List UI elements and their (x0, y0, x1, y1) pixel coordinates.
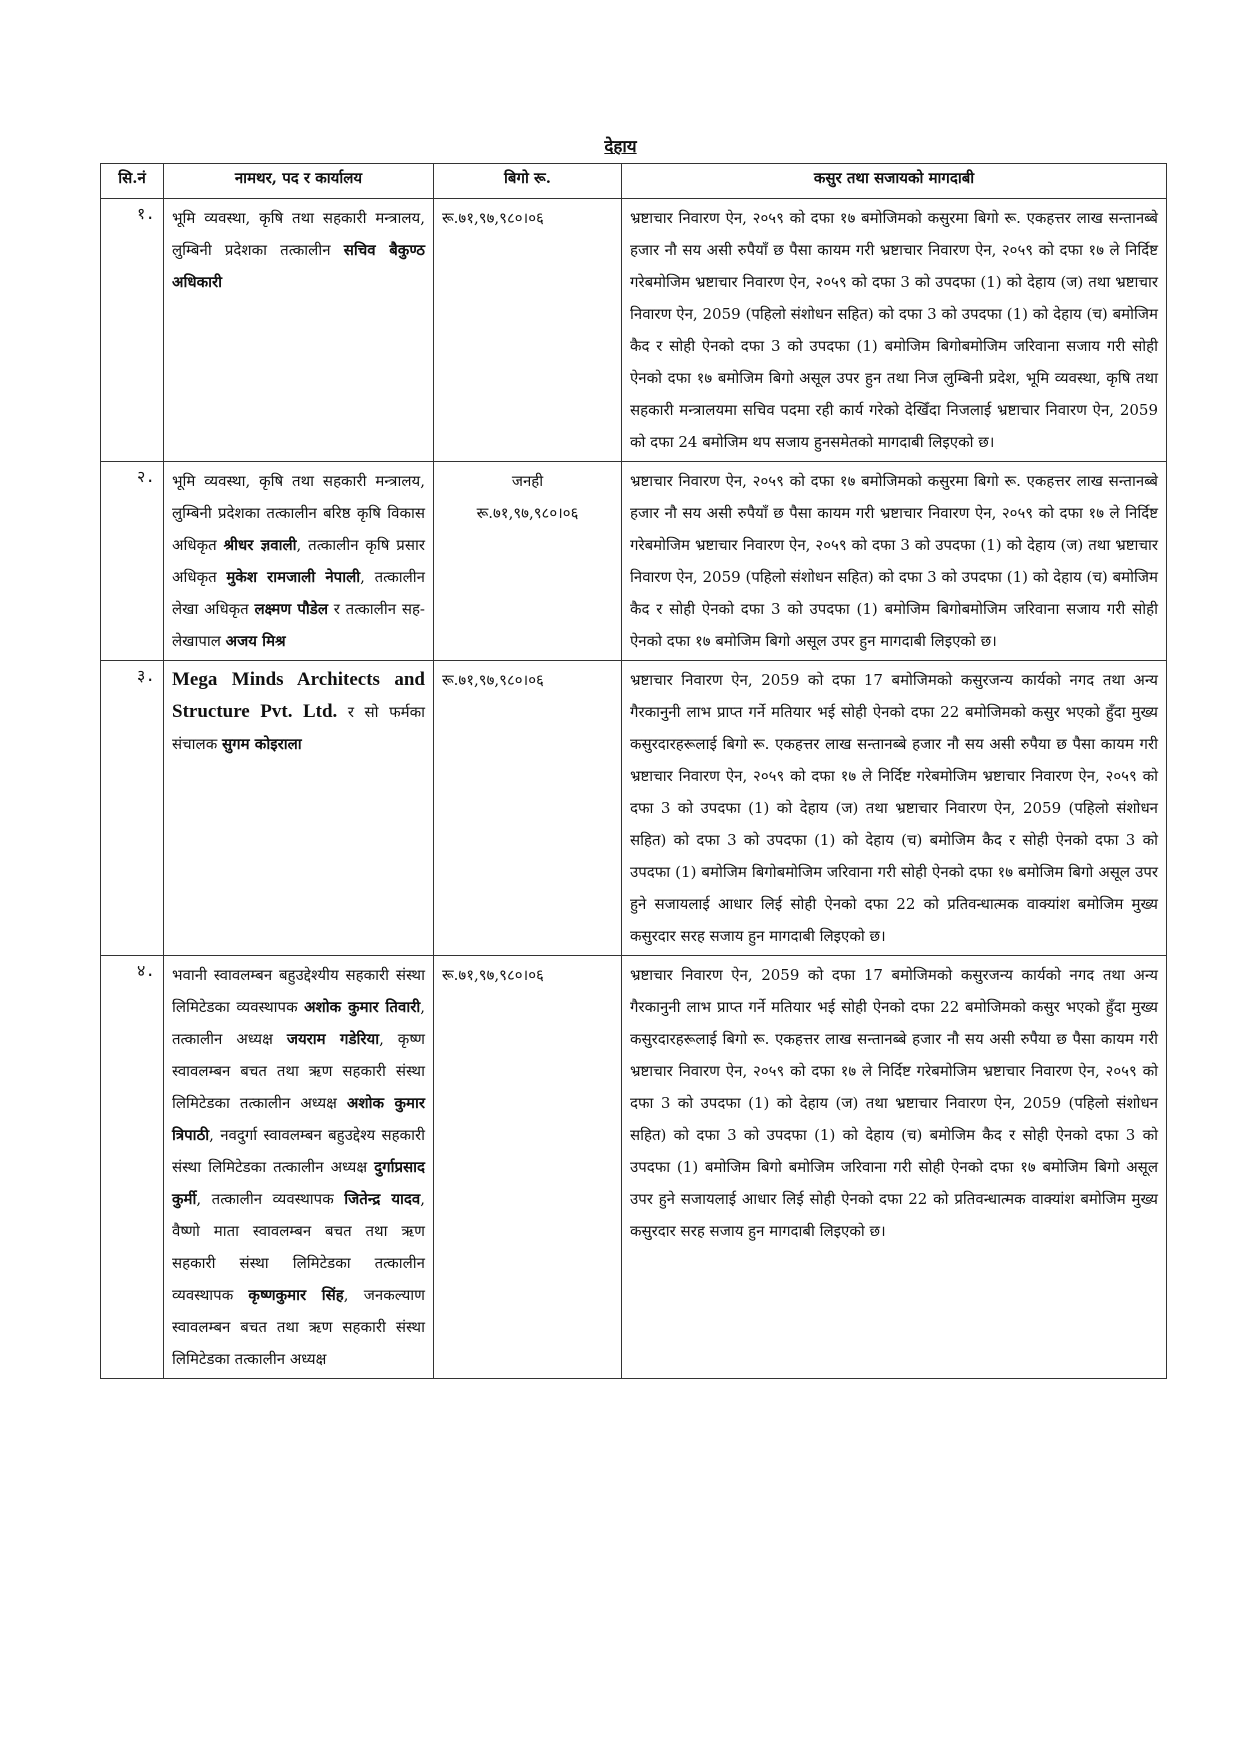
row-name: भूमि व्यवस्था, कृषि तथा सहकारी मन्त्रालय, लुम्बिनी प्रदेशका तत्कालीन सचिव बैकुण्ठ अधिकारी (164, 199, 434, 462)
row-name: Mega Minds Architects and Structure Pvt. Ltd. र सो फर्मका संचालक सुगम कोइराला (164, 661, 434, 956)
accused-name: अशोक कुमार तिवारी (304, 998, 421, 1016)
accused-name: सुगम कोइराला (222, 735, 302, 753)
table-header-row (101, 164, 1167, 199)
row-amount: जनही रू.७१,९७,९८०।०६ (434, 462, 622, 661)
accused-name: कृष्णकुमार सिंह (248, 1286, 344, 1304)
table-row (101, 661, 1167, 956)
accused-name: अजय मिश्र (225, 632, 286, 650)
table-row (101, 956, 1167, 1379)
heading-text: देहाय (604, 137, 637, 157)
row-amount: रू.७१,९७,९८०।०६ (434, 199, 622, 462)
row-charge: भ्रष्टाचार निवारण ऐन, 2059 को दफा 17 बमोजिमको कसुरजन्य कार्यको नगद तथा अन्य गैरकानुनी लाभ प्राप्त गर्ने मतियार भई सोही ऐनको दफा 22 बमोजिमको कसुर भएको हुँदा मुख्य कसुरदारहरूलाई बिगो रू. एकहत्तर लाख सन्तानब्बे हजार नौ सय असी रुपैया छ पैसा कायम गरी भ्रष्टाचार निवारण ऐन, २०५९ को दफा १७ ले निर्दिष्ट गरेबमोजिम भ्रष्टाचार निवारण ऐन, २०५९ को दफा 3 को उपदफा (1) को देहाय (ज) तथा भ्रष्टाचार निवारण ऐन, 2059 (पहिलो संशोधन सहित) को दफा 3 को उपदफा (1) को देहाय (च) बमोजिम कैद र सोही ऐनको दफा 3 को उपदफा (1) बमोजिम बिगो बमोजिम जरिवाना गरी सोही ऐनको दफा १७ बमोजिम बिगो असूल उपर हुने सजायलाई आधार लिई सोही ऐनको दफा 22 को प्रतिवन्धात्मक वाक्यांश बमोजिम मुख्य कसुरदार सरह सजाय हुन मागदाबी लिइएको छ। (622, 956, 1167, 1379)
row-charge: भ्रष्टाचार निवारण ऐन, 2059 को दफा 17 बमोजिमको कसुरजन्य कार्यको नगद तथा अन्य गैरकानुनी लाभ प्राप्त गर्ने मतियार भई सोही ऐनको दफा 22 बमोजिमको कसुर भएको हुँदा मुख्य कसुरदारहरूलाई बिगो रू. एकहत्तर लाख सन्तानब्बे हजार नौ सय असी रुपैया छ पैसा कायम गरी भ्रष्टाचार निवारण ऐन, २०५९ को दफा १७ ले निर्दिष्ट गरेबमोजिम भ्रष्टाचार निवारण ऐन, २०५९ को दफा 3 को उपदफा (1) को देहाय (ज) तथा भ्रष्टाचार निवारण ऐन, 2059 (पहिलो संशोधन सहित) को दफा 3 को उपदफा (1) को देहाय (च) बमोजिम कैद र सोही ऐनको दफा 3 को उपदफा (1) बमोजिम बिगोबमोजिम जरिवाना गरी सोही ऐनको दफा १७ बमोजिम बिगो असूल उपर हुने सजायलाई आधार लिई सोही ऐनको दफा 22 को प्रतिवन्धात्मक वाक्यांश बमोजिम मुख्य कसुरदार सरह सजाय हुन मागदाबी लिइएको छ। (622, 661, 1167, 956)
table-row (101, 199, 1167, 462)
accused-name: दुर्गाप्रसाद कुर्मी (172, 1158, 425, 1208)
accused-name: जयराम गडेरिया (286, 1030, 380, 1048)
accused-name: अशोक कुमार त्रिपाठी (172, 1094, 425, 1144)
row-amount: रू.७१,९७,९८०।०६ (434, 956, 622, 1379)
accused-name: सचिव बैकुण्ठ अधिकारी (172, 241, 425, 291)
page-heading (0, 134, 1241, 157)
charges-table (100, 163, 1167, 1379)
row-charge: भ्रष्टाचार निवारण ऐन, २०५९ को दफा १७ बमोजिमको कसुरमा बिगो रू. एकहत्तर लाख सन्तानब्बे हजार नौ सय असी रुपैयाँ छ पैसा कायम गरी भ्रष्टाचार निवारण ऐन, २०५९ को दफा १७ ले निर्दिष्ट गरेबमोजिम भ्रष्टाचार निवारण ऐन, २०५९ को दफा 3 को उपदफा (1) को देहाय (ज) तथा भ्रष्टाचार निवारण ऐन, 2059 (पहिलो संशोधन सहित) को दफा 3 को उपदफा (1) को देहाय (च) बमोजिम कैद र सोही ऐनको दफा 3 को उपदफा (1) बमोजिम बिगोबमोजिम जरिवाना सजाय गरी सोही ऐनको दफा १७ बमोजिम बिगो असूल उपर हुन तथा निज लुम्बिनी प्रदेश, भूमि व्यवस्था, कृषि तथा सहकारी मन्त्रालयमा सचिव पदमा रही कार्य गरेको देखिँदा निजलाई भ्रष्टाचार निवारण ऐन, 2059 को दफा 24 बमोजिम थप सजाय हुनसमेतको मागदाबी लिइएको छ। (622, 199, 1167, 462)
row-sn: २. (101, 462, 164, 661)
accused-name: लक्ष्मण पौडेल (254, 600, 328, 618)
accused-name: मुकेश रामजाली नेपाली (226, 568, 361, 586)
accused-name: श्रीधर ज्ञवाली (223, 536, 297, 554)
header-amount: बिगो रू. (434, 164, 622, 199)
row-name: भवानी स्वावलम्बन बहुउद्देश्यीय सहकारी संस्था लिमिटेडका व्यवस्थापक अशोक कुमार तिवारी, तत्कालीन अध्यक्ष जयराम गडेरिया, कृष्ण स्वावलम्बन बचत तथा ऋण सहकारी संस्था लिमिटेडका तत्कालीन अध्यक्ष अशोक कुमार त्रिपाठी, नवदुर्गा स्वावलम्बन बहुउद्देश्य सहकारी संस्था लिमिटेडका तत्कालीन अध्यक्ष दुर्गाप्रसाद कुर्मी, तत्कालीन व्यवस्थापक जितेन्द्र यादव, वैष्णो माता स्वावलम्बन बचत तथा ऋण सहकारी संस्था लिमिटेडका तत्कालीन व्यवस्थापक कृष्णकुमार सिंह, जनकल्याण स्वावलम्बन बचत तथा ऋण सहकारी संस्था लिमिटेडका तत्कालीन अध्यक्ष (164, 956, 434, 1379)
header-charge: कसुर तथा सजायको मागदाबी (622, 164, 1167, 199)
table-row (101, 462, 1167, 661)
header-sn: सि.नं (101, 164, 164, 199)
header-name: नामथर, पद र कार्यालय (164, 164, 434, 199)
amount-label: जनही (511, 472, 544, 490)
row-sn: ४. (101, 956, 164, 1379)
accused-name: जितेन्द्र यादव (344, 1190, 421, 1208)
row-name: भूमि व्यवस्था, कृषि तथा सहकारी मन्त्रालय, लुम्बिनी प्रदेशका तत्कालीन बरिष्ठ कृषि विकास अधिकृत श्रीधर ज्ञवाली, तत्कालीन कृषि प्रसार अधिकृत मुकेश रामजाली नेपाली, तत्कालीन लेखा अधिकृत लक्ष्मण पौडेल र तत्कालीन सह-लेखापाल अजय मिश्र (164, 462, 434, 661)
company-name: Mega Minds Architects and Structure Pvt. Ltd. (172, 669, 425, 722)
row-sn: १. (101, 199, 164, 462)
row-charge: भ्रष्टाचार निवारण ऐन, २०५९ को दफा १७ बमोजिमको कसुरमा बिगो रू. एकहत्तर लाख सन्तानब्बे हजार नौ सय असी रुपैयाँ छ पैसा कायम गरी भ्रष्टाचार निवारण ऐन, २०५९ को दफा १७ ले निर्दिष्ट गरेबमोजिम भ्रष्टाचार निवारण ऐन, २०५९ को दफा 3 को उपदफा (1) को देहाय (ज) तथा भ्रष्टाचार निवारण ऐन, 2059 (पहिलो संशोधन सहित) को दफा 3 को उपदफा (1) को देहाय (च) बमोजिम कैद र सोही ऐनको दफा 3 को उपदफा (1) बमोजिम बिगोबमोजिम जरिवाना सजाय गरी सोही ऐनको दफा १७ बमोजिम बिगो असूल उपर हुन मागदाबी लिइएको छ। (622, 462, 1167, 661)
row-sn: ३. (101, 661, 164, 956)
row-amount: रू.७१,९७,९८०।०६ (434, 661, 622, 956)
